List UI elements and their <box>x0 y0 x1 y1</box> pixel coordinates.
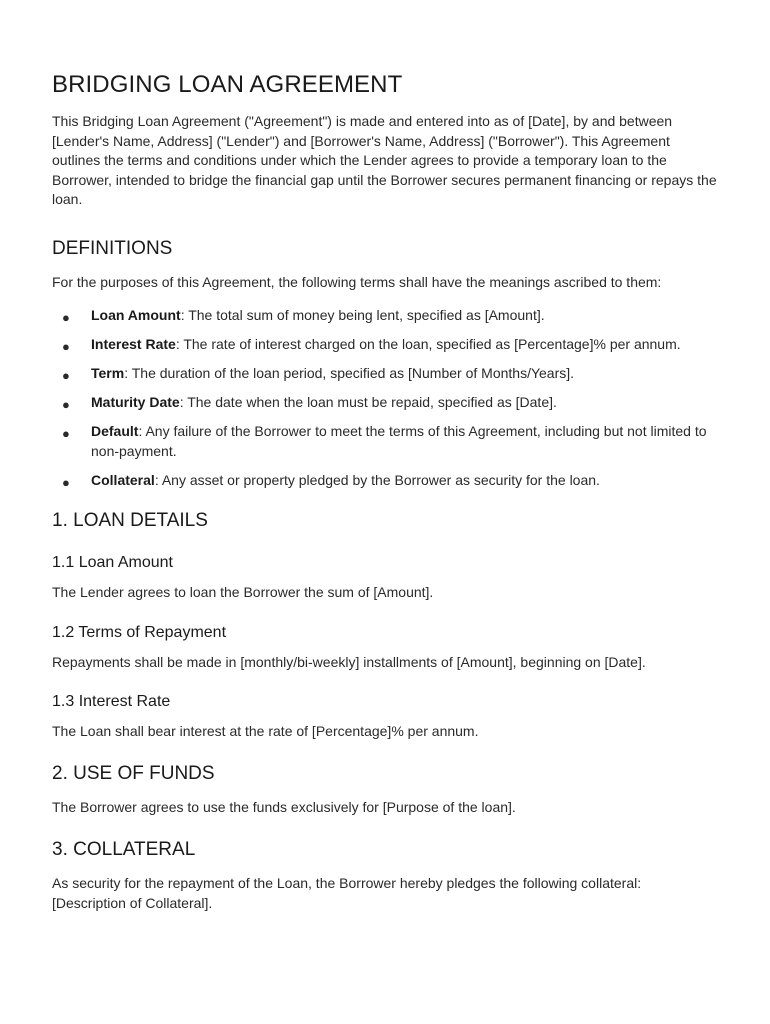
definition-text: : The rate of interest charged on the loan, specified as [Percentage]% per annum. <box>175 336 681 352</box>
definitions-heading: DEFINITIONS <box>52 237 173 259</box>
definition-term: Loan Amount <box>91 307 181 323</box>
document-title: BRIDGING LOAN AGREEMENT <box>52 71 403 98</box>
definition-term: Maturity Date <box>91 394 180 410</box>
intro-paragraph: This Bridging Loan Agreement ("Agreement") is made and entered into as of [Date], by and between [Lender's Name, Address] ("Lender") and [Borrower's Name, Address] ("Borrower"). This Agreement outlines the terms and conditions under which the Lender agrees to provide a temporary loan to the Borrower, intended to bridge the financial gap until the Borrower secures permanent financing or repays the loan. <box>52 113 717 207</box>
definitions-intro: For the purposes of this Agreement, the following terms shall have the meanings ascribed to them: <box>52 273 662 290</box>
definition-term: Interest Rate <box>91 336 176 352</box>
loan-details-heading: 1. LOAN DETAILS <box>52 510 208 531</box>
definition-item <box>52 306 718 326</box>
repayment-terms-heading: 1.2 Terms of Repayment <box>52 623 227 641</box>
bullet-icon: ● <box>62 474 70 490</box>
interest-rate-text: The Loan shall bear interest at the rate of [Percentage]% per annum. <box>52 723 479 739</box>
definitions-list <box>52 306 718 490</box>
definition-text: : The duration of the loan period, specified as [Number of Months/Years]. <box>124 365 575 381</box>
definition-text: : Any asset or property pledged by the Borrower as security for the loan. <box>154 471 600 488</box>
collateral-text: As security for the repayment of the Loan, the Borrower hereby pledges the following collateral: [Description of Collateral]. <box>52 875 642 911</box>
bullet-icon: ● <box>62 310 70 325</box>
definition-item <box>52 335 718 355</box>
use-of-funds-heading: 2. USE OF FUNDS <box>52 762 215 784</box>
bullet-icon: ● <box>62 397 70 412</box>
interest-rate-heading: 1.3 Interest Rate <box>52 693 171 710</box>
definition-item <box>52 422 718 461</box>
definition-text: : Any failure of the Borrower to meet the terms of this Agreement, including but not limited to non-payment. <box>91 423 707 459</box>
repayment-terms-text: Repayments shall be made in [monthly/bi-weekly] installments of [Amount], beginning on [Date]. <box>52 653 646 670</box>
definition-text: : The total sum of money being lent, specified as [Amount]. <box>180 307 545 323</box>
loan-amount-heading: 1.1 Loan Amount <box>52 554 173 571</box>
definition-term: Term <box>91 365 125 381</box>
definition-term: Collateral <box>91 471 155 488</box>
bullet-icon: ● <box>62 339 70 354</box>
collateral-heading: 3. COLLATERAL <box>52 839 196 860</box>
definition-text: : The date when the loan must be repaid, specified as [Date]. <box>179 394 557 410</box>
use-of-funds-text: The Borrower agrees to use the funds exclusively for [Purpose of the loan]. <box>52 798 516 815</box>
definition-term: Default <box>91 423 139 439</box>
definition-item <box>52 364 718 384</box>
loan-amount-text: The Lender agrees to loan the Borrower the sum of [Amount]. <box>52 584 434 600</box>
bullet-icon: ● <box>62 426 70 441</box>
bullet-icon: ● <box>62 368 70 383</box>
definition-item <box>52 471 718 491</box>
definition-item <box>52 393 718 413</box>
